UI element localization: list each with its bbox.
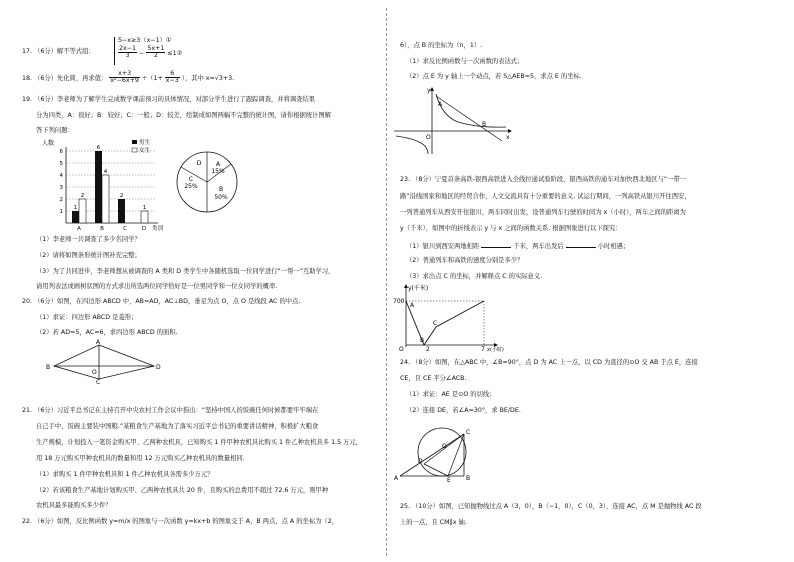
graph-C: C (433, 320, 438, 327)
pie-label-B: B (218, 186, 224, 193)
q19-sub2: （2）请将如图条形统计图补充完整； (36, 252, 141, 259)
q22-line1: 22. （6分）如图，反比例函数 y=m/x 的图象与一次函数 y=kx+b 的图象交于 A，B 两点，点 A 的坐标为（2， (22, 518, 339, 525)
svg-text:B: B (466, 475, 471, 482)
q23-sub3: （3）求出点 C 的坐标，并解释点 C 的实际意义. (406, 273, 543, 280)
q23-sub2: （2）普通列车和高铁的速度分别是多少？ (406, 257, 524, 264)
pie-label-C: C (188, 176, 194, 183)
pie-label-A: A (215, 161, 221, 168)
q23-line2: 路”沿线国家和地区的经贸合作、人文交流具有十分重要的意义. 试运行期间，一列高铁从银川开往西安， (400, 193, 691, 200)
rhombus-B: B (46, 364, 51, 371)
svg-text:5: 5 (59, 161, 63, 167)
svg-text:C: C (466, 429, 471, 436)
bar-y-ticks (60, 149, 64, 215)
pie-chart (172, 146, 242, 218)
q23-line3: 一列普通列车从西安开往银川，两车同时出发，设普通列车行驶的时间为 x（小时），两车之间的距离为 (400, 209, 686, 216)
q18-fraction1: $\frac{x+3}{\text{x²−6x+9}}$ (110, 70, 139, 85)
q24-sub1: （1）求证：AE 是⊙O 的切线； (406, 391, 496, 398)
q25-line1: 25. （10分）如图，已知抛物线过点 A（3，0），B（−1，0），C（0，3），连接 AC，点 M 是抛物线 AC 段 (400, 503, 702, 510)
q17-system (114, 37, 182, 65)
svg-text:男生: 男生 (139, 140, 151, 146)
q21-sub2b: 农机具最多能购买多少件？ (36, 502, 112, 509)
hyperbola-branch-left (396, 136, 428, 154)
hyperbola-figure (392, 86, 514, 156)
q23-line4: y（千米），如图中的折线表示 y 与 x 之间的函数关系. 根据图象进行以下探究： (400, 225, 622, 232)
q23-line1: 23. （8分）宁夏首条高铁-银西高铁进入全线拉通试验阶段，银西高铁的通车对加快西北地区与“一带一 (400, 176, 687, 183)
svg-text:x: x (506, 134, 510, 141)
q17-number: 17. (22, 48, 33, 55)
svg-text:O: O (442, 443, 447, 450)
column-divider (386, 8, 387, 556)
graph-B: B (420, 337, 425, 344)
svg-text:B: B (100, 226, 104, 232)
q19-line2: 分为四类，A：很好；B：较好；C：一般；D：较差，绘制成如图两幅不完整的统计图，请你根据统计图解 (36, 112, 331, 119)
svg-text:4: 4 (59, 173, 63, 179)
q19-line1: 19. （6分）李老师为了解学生完成数学课前预习的具体情况，对部分学生进行了跟踪调查，并将调查结果 (22, 96, 316, 103)
q17-ineq1: 5−x≥3（x−1）① (118, 37, 172, 44)
q25-line2: 上的一点，且 CM∥x 轴. (400, 519, 467, 526)
pie-pct-C: 25% (184, 183, 198, 190)
q24-sub2: （2）连接 DE，若∠A=30°，求 BE/DE. (406, 407, 521, 414)
svg-text:x(小时): x(小时) (487, 347, 504, 353)
q23-sub1: （1）银川到西安两地相距 千米，两车出发后 小时相遇； (406, 243, 630, 250)
q22-sub2: （2）点 E 为 y 轴上一个动点，若 S△AEB=5，求点 E 的坐标. (406, 73, 582, 80)
pie-pct-B: 50% (214, 194, 228, 201)
svg-text:1: 1 (142, 205, 147, 211)
svg-text:6: 6 (96, 145, 101, 151)
q24-line1: 24. （8分）如图，在△ABC 中，∠B=90°，点 D 为 AC 上一点，以 CD 为直径的⊙O 交 AB 于点 E，连接 (400, 359, 698, 366)
svg-text:1: 1 (59, 209, 63, 215)
q19-sub1: （1）李老师一共调查了多少名同学？ (36, 236, 141, 243)
svg-text:6: 6 (59, 149, 63, 155)
q22-sub1: （1）求反比例函数与一次函数的表达式； (406, 58, 524, 65)
svg-text:4: 4 (103, 169, 108, 175)
q18-line: 18. （6分）先化简，再求值： $\frac{x+3}{\text{x²−6x+9}}$ ÷（1+ $\frac{6}{x-3}$ ），其中 x=√3+3. (22, 70, 235, 85)
q20-line1: 20. （6分）如图，在四边形 ABCD 中，AB=AD，AC⊥BD，垂足为点 O，点 O 是线段 AC 的中点. (22, 298, 301, 305)
q20-sub2: （2）若 AD=5，AC=6，求四边形 ABCD 的面积. (36, 329, 178, 336)
svg-text:y: y (427, 87, 431, 94)
graph-A: A (410, 302, 415, 309)
svg-text:1: 1 (73, 205, 78, 211)
svg-text:C: C (123, 226, 127, 232)
linear-function-line (436, 96, 502, 141)
bar-C-boy (118, 199, 125, 223)
q24-line2: CE，且 CE 平分∠ACB. (400, 375, 467, 382)
svg-text:O: O (426, 134, 431, 141)
svg-text:2: 2 (119, 193, 124, 199)
svg-text:女生: 女生 (139, 148, 151, 154)
q21-line4: 用 18 万元购买甲种农机具的数量和用 12 万元购买乙种农机具的数量相同. (36, 455, 245, 462)
bar-ylabel: 人数 (42, 140, 55, 147)
q20-sub1: （1）求证：四边形 ABCD 是菱形； (36, 314, 138, 321)
rhombus-O: O (92, 369, 97, 376)
bar-D-girl (141, 211, 148, 223)
pie-pct-A: 15% (211, 168, 225, 175)
bar-B-boy (95, 151, 102, 223)
rhombus-A: A (96, 339, 101, 346)
svg-text:E: E (447, 477, 451, 484)
q17-heading (22, 48, 95, 56)
hyper-B: B (482, 121, 487, 128)
bar-A-girl (79, 199, 86, 223)
svg-text:A: A (394, 475, 399, 482)
svg-text:D: D (141, 226, 147, 232)
q21-line1: 21. （6分）习近平总书记在主持召开中央农村工作会议中指出：“坚持中国人的饭碗任何时候都要牢牢端在 (22, 407, 319, 414)
svg-text:700: 700 (393, 298, 405, 305)
circle-figure (392, 420, 482, 482)
svg-text:D: D (418, 458, 423, 465)
answer-blank[interactable] (566, 241, 596, 248)
q21-sub1: （1）求购买 1 件甲种农机具和 1 件乙种农机具各需多少万元？ (36, 471, 214, 478)
svg-text:2: 2 (426, 346, 430, 353)
svg-text:3: 3 (59, 185, 63, 191)
bar-B-girl (102, 175, 109, 223)
svg-text:2: 2 (59, 197, 63, 203)
distance-time-graph (392, 283, 502, 351)
bar-chart (40, 137, 170, 233)
rhombus-figure (44, 339, 164, 386)
q18-fraction2: $\frac{6}{x-3}$ (165, 70, 179, 85)
hyper-A: A (438, 101, 443, 108)
q19-sub4: 请用列表法或画树状图的方式求出所选两位同学恰好是一位男同学和一位女同学的概率. (36, 283, 278, 290)
rhombus-C: C (96, 379, 101, 386)
svg-text:7: 7 (481, 346, 485, 353)
q19-sub3: （3）为了共同进步，李老师想从被调查的 A 类和 D 类学生中各随机选取一位同学进行“一帮一”互助学习， (36, 268, 335, 275)
answer-blank[interactable] (481, 241, 511, 248)
q17-ineq2: $\frac{2x-1}{3}$ − $\frac{5x+1}{2}$ ≤1② (119, 44, 183, 60)
bar-A-boy (72, 211, 79, 223)
q22-cont-line1: 6），点 B 的坐标为（n，1）. (400, 42, 483, 49)
rhombus-D: D (156, 364, 161, 371)
bar-x-ticks (77, 226, 146, 232)
q21-line3: 生产规模，计划投入一笔资金购买甲、乙两种农机具，已知购买 1 件甲种农机具比购买 1 件乙种农机具多 1.5 万元， (36, 439, 362, 446)
q17-text: （6分）解不等式组： (34, 48, 95, 55)
bar-legend (132, 138, 151, 154)
svg-text:O: O (399, 346, 404, 353)
svg-text:2: 2 (80, 193, 85, 199)
hyperbola-branch-right (436, 94, 506, 127)
q21-sub2: （2）若该粮食生产基地计划购买甲、乙两种农机具共 20 件，且购买的总费用不超过 72.6 万元，则甲种 (36, 487, 329, 494)
svg-text:A: A (77, 226, 81, 232)
pie-label-D: D (196, 160, 202, 167)
q21-line2: 自己手中，饭碗主要装中国粮.”某粮食生产基地为了落实习近平总书记的重要讲话精神，积极扩大粮食 (36, 423, 319, 430)
bar-xlabel: 类别 (152, 226, 164, 232)
q19-line3: 答下列问题： (36, 127, 74, 134)
graph-polyline (406, 301, 484, 345)
svg-text:y(千米): y(千米) (408, 285, 429, 292)
